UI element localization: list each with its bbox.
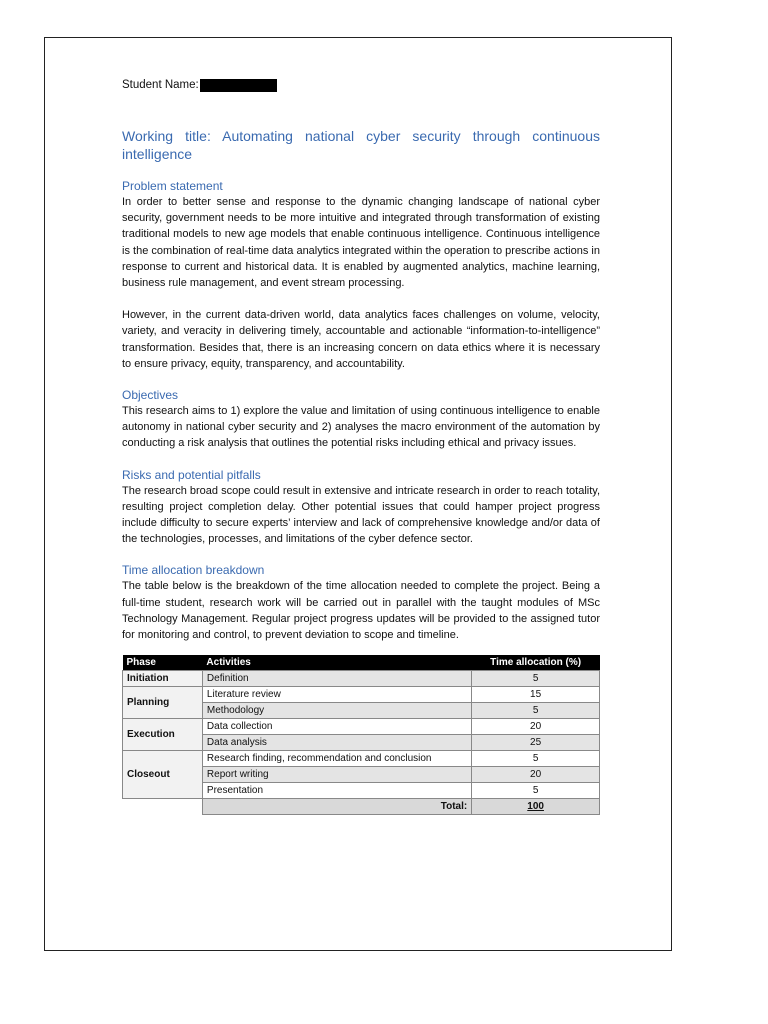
allocation-cell: 5 — [472, 783, 600, 799]
problem-paragraph-2: However, in the current data-driven world, data analytics faces challenges on volume, velocity, variety, and veracity in delivering timely, accountable and actionable “information-to-intelligence” transformation. Besides that, there is an increasing concern on data ethics where it is necessary to ensure privacy, equity, transparency, and accountability. — [122, 309, 600, 370]
table-row — [123, 671, 600, 687]
activity-cell: Presentation — [202, 783, 471, 799]
risks-paragraph: The research broad scope could result in extensive and intricate research in order to reach totality, resulting project completion delay. Other potential issues that could hamper project progress include difficulty to secure experts’ interview and lack of comprehensive knowledge and/or data of the technologies, processes, and limitations of the cyber defence sector. — [122, 484, 600, 546]
table-row — [123, 719, 600, 735]
allocation-cell: 5 — [472, 751, 600, 767]
table-header-row — [123, 655, 600, 671]
allocation-cell: 20 — [472, 767, 600, 783]
table-row — [123, 687, 600, 703]
risks-heading: Risks and potential pitfalls — [122, 467, 261, 482]
student-name-line — [122, 78, 600, 92]
objectives-paragraph: This research aims to 1) explore the value and limitation of using continuous intelligence to enable autonomy in national cyber security and 2) analyses the macro environment of the automation by conducting a risk analysis that outlines the potential risks including ethical and privacy issues. — [122, 405, 600, 450]
activity-cell: Literature review — [202, 687, 471, 703]
total-label: Total: — [202, 799, 471, 815]
problem-statement-heading: Problem statement — [122, 179, 223, 193]
time-allocation-table — [122, 655, 600, 815]
phase-cell: Initiation — [123, 671, 203, 687]
header-phase: Phase — [123, 655, 203, 671]
phase-cell: Closeout — [123, 751, 203, 799]
phase-cell: Execution — [123, 719, 203, 751]
redacted-name-block — [200, 79, 277, 92]
student-name-label: Student Name: — [122, 79, 199, 91]
activity-cell: Research finding, recommendation and conclusion — [202, 751, 471, 767]
table-total-row — [123, 799, 600, 815]
activity-cell: Methodology — [202, 703, 471, 719]
activity-cell: Data collection — [202, 719, 471, 735]
total-spacer-cell — [123, 799, 203, 815]
allocation-cell: 20 — [472, 719, 600, 735]
activity-cell: Report writing — [202, 767, 471, 783]
total-value: 100 — [472, 799, 600, 815]
time-allocation-heading: Time allocation breakdown — [122, 563, 265, 578]
document-content — [122, 78, 600, 815]
working-title: Working title: Automating national cyber security through continuous intelligence — [122, 128, 600, 162]
problem-paragraph-1: In order to better sense and response to the dynamic changing landscape of national cyber security, government needs to be more intuitive and integrated through transformation of existing traditional models to new age models that enable continuous intelligence. Continuous intelligence is the combination of real-time data analytics integrated within the operation to prescribe actions in response to current and historical data. It is enabled by augmented analytics, machine learning, business rule management, and event stream processing. — [122, 196, 600, 290]
table-row — [123, 751, 600, 767]
allocation-cell: 15 — [472, 687, 600, 703]
header-activities: Activities — [202, 655, 471, 671]
document-page — [44, 37, 672, 951]
activity-cell: Definition — [202, 671, 471, 687]
phase-cell: Planning — [123, 687, 203, 719]
header-time-allocation: Time allocation (%) — [472, 655, 600, 671]
allocation-cell: 5 — [472, 671, 600, 687]
activity-cell: Data analysis — [202, 735, 471, 751]
objectives-heading: Objectives — [122, 388, 179, 403]
allocation-cell: 5 — [472, 703, 600, 719]
allocation-cell: 25 — [472, 735, 600, 751]
time-allocation-paragraph: The table below is the breakdown of the time allocation needed to complete the project. Being a full-time student, research work will be carried out in parallel with the taught modules of MSc Technology Management. Regular project progress updates will be provided to the assigned tutor for monitoring and control, to prevent deviation to scope and timeline. — [122, 580, 600, 642]
